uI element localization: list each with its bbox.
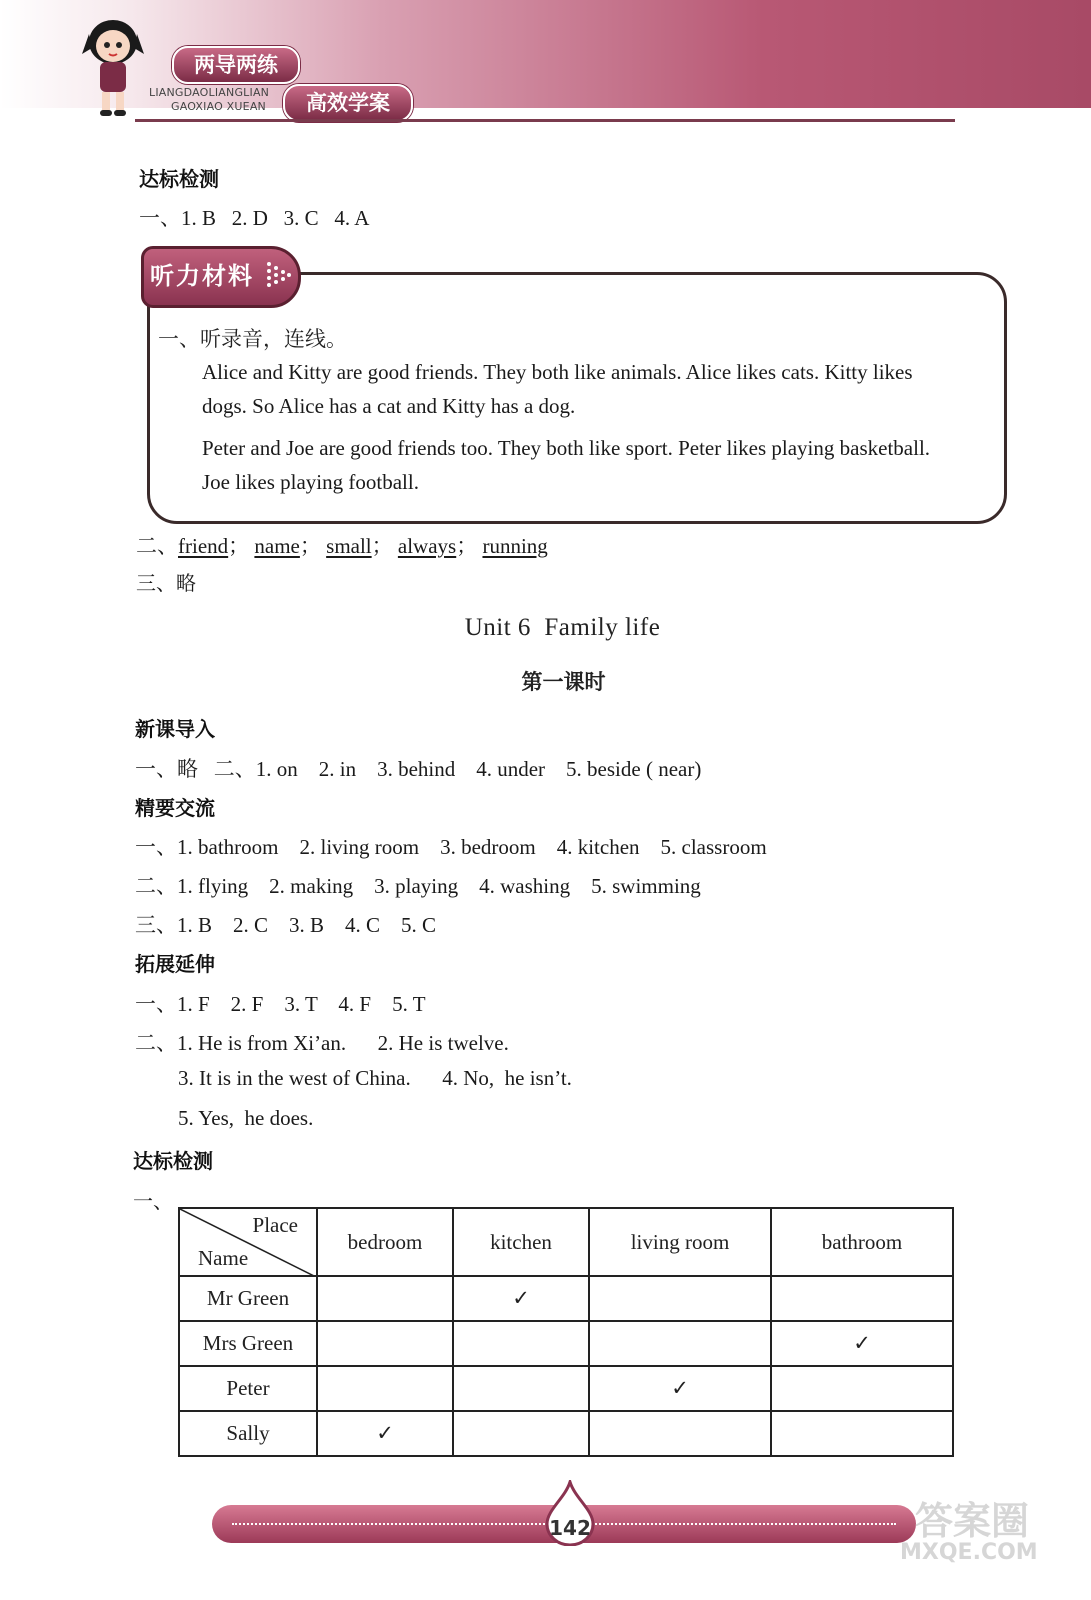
listening-instruction: 一、听录音，连线。 (158, 327, 347, 351)
answer-line: 5. Yes, he does. (178, 1106, 314, 1130)
watermark-url: MXQE.COM (900, 1540, 1038, 1565)
answer-word: always (397, 534, 457, 558)
column-header: bedroom (317, 1208, 453, 1276)
table-row (179, 1321, 953, 1366)
series-badge: 两导两练 (172, 46, 300, 84)
series-subtitle-badge: 高效学案 (283, 84, 413, 122)
table-corner-cell (179, 1208, 317, 1276)
table-row (179, 1411, 953, 1456)
column-header: bathroom (771, 1208, 953, 1276)
check-cell (317, 1321, 453, 1366)
listening-paragraph-2a: Peter and Joe are good friends too. They both like sport. Peter likes playing basketball. (202, 436, 931, 460)
column-header: living room (589, 1208, 771, 1276)
listening-paragraph-1b: dogs. So Alice has a cat and Kitty has a dog. (202, 394, 576, 418)
section-heading-check: 达标检测 (139, 167, 219, 191)
corner-name-label: Name (198, 1246, 249, 1270)
check-cell (589, 1321, 771, 1366)
table-header-row (179, 1208, 953, 1276)
check-cell: ✓ (589, 1366, 771, 1411)
answer-word: name (254, 534, 300, 558)
check-cell (771, 1366, 953, 1411)
check-cell (317, 1276, 453, 1321)
answer-line: 3. It is in the west of China. 4. No, he isn’t. (178, 1066, 572, 1090)
section-heading-intro: 新课导入 (135, 717, 215, 741)
answer-word: small (326, 534, 372, 558)
answer-line: 一、略 二、1. on 2. in 3. behind 4. under 5. beside ( near) (135, 757, 702, 781)
answer-line: 一、1. bathroom 2. living room 3. bedroom 4. kitchen 5. classroom (135, 835, 767, 859)
check-cell (771, 1411, 953, 1456)
series-pinyin: LIANGDAOLIANGLIAN (149, 86, 270, 99)
row-name: Mr Green (179, 1276, 317, 1321)
check-cell (771, 1276, 953, 1321)
unit-title: Unit 6 Family life (464, 614, 661, 641)
answer-line: 三、1. B 2. C 3. B 4. C 5. C (135, 913, 437, 937)
check-cell (317, 1366, 453, 1411)
check-cell: ✓ (771, 1321, 953, 1366)
check-cell (589, 1276, 771, 1321)
answer-line: 一、1. B 2. D 3. C 4. A (139, 206, 370, 230)
section-heading-check-2: 达标检测 (133, 1149, 213, 1173)
check-cell: ✓ (453, 1276, 589, 1321)
header-rule (135, 119, 955, 122)
check-cell (453, 1366, 589, 1411)
answer-table (178, 1207, 954, 1457)
watermark-logo: 答案圈 (915, 1499, 1030, 1543)
row-name: Mrs Green (179, 1321, 317, 1366)
answer-line: 二、1. flying 2. making 3. playing 4. washing 5. swimming (135, 874, 701, 898)
column-header: kitchen (453, 1208, 589, 1276)
listening-tab-label: 听力材料 (150, 262, 254, 290)
listening-paragraph-2b: Joe likes playing football. (202, 470, 419, 494)
page-number: 142 (549, 1516, 591, 1540)
answer-line: 二、1. He is from Xi’an. 2. He is twelve. (135, 1031, 509, 1055)
answer-word: friend (178, 534, 229, 558)
arrow-dots-icon (265, 259, 293, 293)
section-heading-exchange: 精要交流 (135, 796, 215, 820)
table-row (179, 1276, 953, 1321)
section-heading-extension: 拓展延伸 (135, 952, 215, 976)
check-cell (589, 1411, 771, 1456)
answer-word: running (482, 534, 548, 558)
row-name: Peter (179, 1366, 317, 1411)
check-cell (453, 1411, 589, 1456)
listening-paragraph-1a: Alice and Kitty are good friends. They both like animals. Alice likes cats. Kitty likes (202, 360, 913, 384)
fill-in-answers: 二、friend； name； small； always； running (136, 534, 548, 558)
lesson-title: 第一课时 (521, 670, 606, 694)
check-cell (453, 1321, 589, 1366)
answer-line: 一、1. F 2. F 3. T 4. F 5. T (135, 992, 426, 1016)
series-subtitle-pinyin: GAOXIAO XUEAN (171, 100, 266, 113)
part3-answer: 三、略 (136, 571, 196, 595)
corner-place-label: Place (252, 1213, 298, 1237)
mascot-girl-icon (80, 14, 146, 118)
table-row (179, 1366, 953, 1411)
check-cell: ✓ (317, 1411, 453, 1456)
table-prefix: 一、 (133, 1189, 173, 1213)
row-name: Sally (179, 1411, 317, 1456)
